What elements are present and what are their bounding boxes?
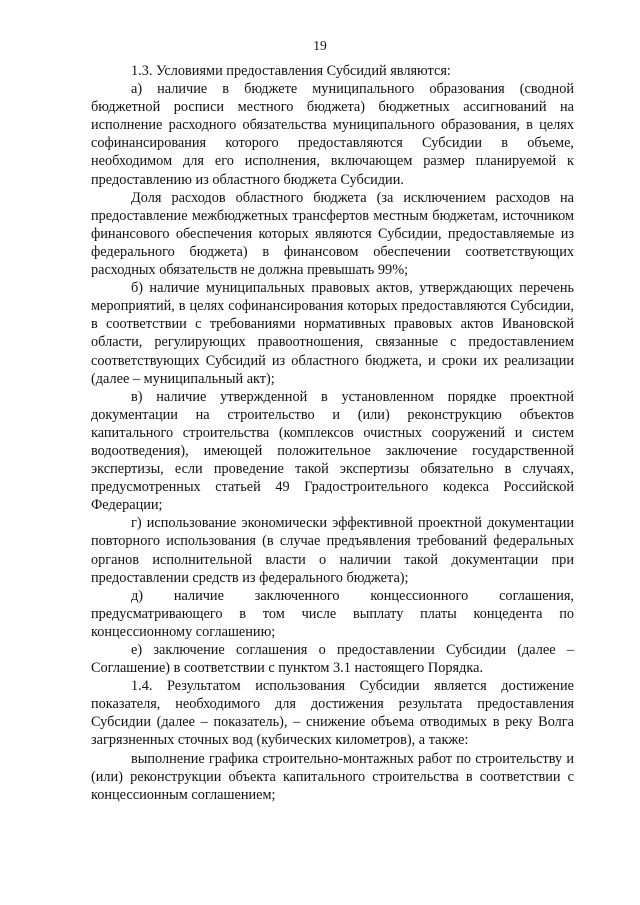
paragraph-schedule: выполнение графика строительно-монтажных работ по строительству и (или) реконструкции объекта капитального строительства в соответствии с концессионным соглашением; bbox=[91, 750, 574, 803]
paragraph-1-4-result: 1.4. Результатом использования Субсидии является достижение показателя, необходимого для достижения результата предоставления Субсидии (далее – показатель), – снижение объема отводимых в реку Волга загрязненных сточных вод (кубических километров), а также: bbox=[91, 678, 574, 749]
paragraph-budget-share: Доля расходов областного бюджета (за исключением расходов на предоставление межбюджетных трансфертов местным бюджетам, источником финансового обеспечения которых являются Субсидии, предоставляемые из федерального бюджета) в финансовом обеспечении соответствующих расходных обязательств не должна превышать 99%; bbox=[91, 189, 574, 279]
paragraph-condition-d: д) наличие заключенного концессионного соглашения, предусматривающего в том числе выплату платы концедента по концессионному соглашению; bbox=[91, 587, 574, 640]
paragraph-condition-e: е) заключение соглашения о предоставлении Субсидии (далее – Соглашение) в соответствии с пунктом 3.1 настоящего Порядка. bbox=[91, 642, 574, 677]
document-body bbox=[91, 62, 574, 804]
paragraph-condition-b: б) наличие муниципальных правовых актов, утверждающих перечень мероприятий, в целях софинансирования которых предоставляются Субсидии, в соответствии с требованиями нормативных правовых актов Ивановской области, регулирующих правоотношения, связанные с предоставлением соответствующих Субсидий из областного бюджета, и сроки их реализации (далее – муниципальный акт); bbox=[91, 280, 574, 387]
paragraph-1-3-heading: 1.3. Условиями предоставления Субсидий являются: bbox=[131, 63, 451, 79]
paragraph-condition-g: г) использование экономически эффективной проектной документации повторного использования (в случае предъявления требований федеральных органов исполнительной власти о наличии такой документации при предоставлении средств из федерального бюджета); bbox=[91, 515, 574, 586]
paragraph-condition-a: а) наличие в бюджете муниципального образования (сводной бюджетной росписи местного бюджета) бюджетных ассигнований на исполнение расходного обязательства муниципального образования, в целях софинансирования которого предоставляются Субсидии в объеме, необходимом для его исполнения, включающем размер планируемой к предоставлению из областного бюджета Субсидии. bbox=[91, 81, 574, 188]
page-number: 19 bbox=[313, 38, 327, 53]
paragraph-condition-v: в) наличие утвержденной в установленном порядке проектной документации на строительство и (или) реконструкцию объектов капитального строительства (комплексов очистных сооружений и систем водоотведения), имеющей положительное заключение государственной экспертизы, если проведение такой экспертизы обязательно в случаях, предусмотренных статьей 49 Градостроительного кодекса Российской Федерации; bbox=[91, 388, 574, 514]
